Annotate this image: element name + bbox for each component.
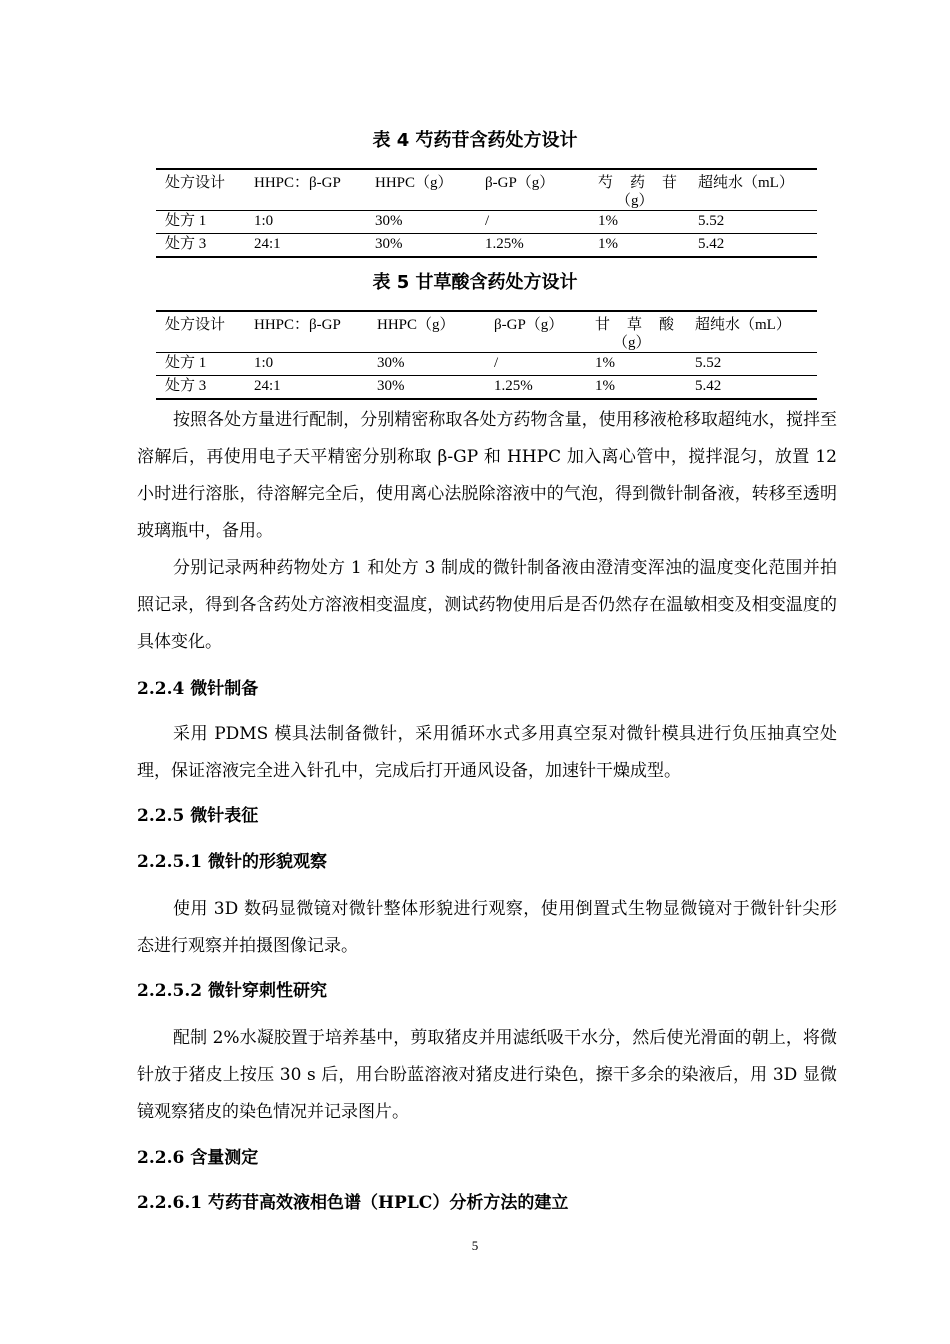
table-cell: 1%	[595, 378, 615, 394]
table-row	[156, 376, 817, 400]
table4-header-row	[156, 169, 817, 211]
table-cell: 24:1	[254, 378, 281, 394]
section-heading-2-2-6-1: 2.2.6.1 芍药苷高效液相色谱（HPLC）分析方法的建立	[137, 1193, 569, 1213]
table-cell: 1.25%	[494, 378, 533, 394]
table5-header-cell: β-GP（g）	[494, 317, 564, 333]
table4-header-cell: β-GP（g）	[485, 175, 555, 191]
table-cell: 处方 1	[165, 355, 207, 371]
table-cell: 5.52	[698, 213, 725, 229]
table5-header-cell: HHPC：β-GP	[254, 317, 341, 333]
table-cell: 处方 1	[165, 213, 207, 229]
section-heading-2-2-5-1: 2.2.5.1 微针的形貌观察	[137, 852, 327, 872]
table4-header-cell: 超纯水（mL）	[698, 175, 794, 191]
table-cell: 30%	[375, 236, 403, 252]
table-row	[156, 353, 817, 376]
table-cell: 30%	[377, 355, 405, 371]
table-cell: 30%	[375, 213, 403, 229]
table-cell: 5.42	[698, 236, 725, 252]
table-row	[156, 234, 817, 258]
table-cell: 1%	[595, 355, 615, 371]
table4-header-cell: HHPC（g）	[375, 175, 453, 191]
table-cell: 处方 3	[165, 378, 207, 394]
paragraph-preparation: 按照各处方量进行配制，分别精密称取各处方药物含量，使用移液枪移取超纯水，搅拌至溶解后，再使用电子天平精密分别称取 β-GP 和 HHPC 加入离心管中，搅拌混匀，放置 12 小时进行溶胀，待溶解完全后，使用离心法脱除溶液中的气泡，得到微针制备液，转移至透明玻璃瓶中，备用。	[137, 410, 837, 541]
section-heading-2-2-6: 2.2.6 含量测定	[137, 1148, 259, 1168]
table5-header-unit: （g）	[613, 335, 651, 351]
table-cell: 5.42	[695, 378, 722, 394]
table-cell: 处方 3	[165, 236, 207, 252]
table-cell: /	[494, 355, 499, 371]
table4-header-unit: （g）	[616, 193, 654, 209]
table-cell: 1:0	[254, 213, 274, 229]
paragraph-fabrication: 采用 PDMS 模具法制备微针，采用循环水式多用真空泵对微针模具进行负压抽真空处理，保证溶液完全进入针孔中，完成后打开通风设备，加速针干燥成型。	[137, 724, 837, 781]
table-row	[156, 211, 817, 234]
table4-caption: 表 4 芍药苷含药处方设计	[372, 130, 578, 151]
section-heading-2-2-5-2: 2.2.5.2 微针穿刺性研究	[137, 981, 327, 1001]
table-cell: 30%	[377, 378, 405, 394]
table-cell: 24:1	[254, 236, 281, 252]
table5-caption: 表 5 甘草酸含药处方设计	[372, 272, 578, 293]
section-heading-2-2-5: 2.2.5 微针表征	[137, 806, 259, 826]
table-cell: 1.25%	[485, 236, 524, 252]
table-cell: 1%	[598, 213, 618, 229]
table5-header-cell	[586, 311, 686, 353]
table5-header-cell: 超纯水（mL）	[695, 317, 791, 333]
table4-header-cell: HHPC：β-GP	[254, 175, 341, 191]
table-cell: 1:0	[254, 355, 274, 371]
table-cell: 5.52	[695, 355, 722, 371]
table5-header-cell: 处方设计	[165, 317, 226, 333]
table-cell: /	[485, 213, 490, 229]
table4	[156, 168, 817, 258]
table5	[156, 310, 817, 400]
table5-header-cell: HHPC（g）	[377, 317, 455, 333]
table4-header-cell	[589, 169, 689, 211]
paragraph-phase-transition: 分别记录两种药物处方 1 和处方 3 制成的微针制备液由澄清变浑浊的温度变化范围并拍照记录，得到各含药处方溶液相变温度，测试药物使用后是否仍然存在温敏相变及相变温度的具体变化。	[137, 558, 837, 652]
table5-header-row	[156, 311, 817, 353]
table5-header-drug: 甘 草 酸	[595, 317, 674, 333]
paragraph-morphology: 使用 3D 数码显微镜对微针整体形貌进行观察，使用倒置式生物显微镜对于微针针尖形态进行观察并拍摄图像记录。	[137, 899, 837, 956]
paragraph-penetration: 配制 2%水凝胶置于培养基中，剪取猪皮并用滤纸吸干水分，然后使光滑面的朝上，将微针放于猪皮上按压 30 s 后，用台盼蓝溶液对猪皮进行染色，擦干多余的染液后，用 3D 显微镜观察猪皮的染色情况并记录图片。	[137, 1028, 837, 1122]
table-cell: 1%	[598, 236, 618, 252]
section-heading-2-2-4: 2.2.4 微针制备	[137, 679, 259, 699]
page-number: 5	[471, 1238, 479, 1253]
table4-header-drug: 芍 药 苷	[598, 175, 677, 191]
table4-header-cell: 处方设计	[165, 175, 226, 191]
